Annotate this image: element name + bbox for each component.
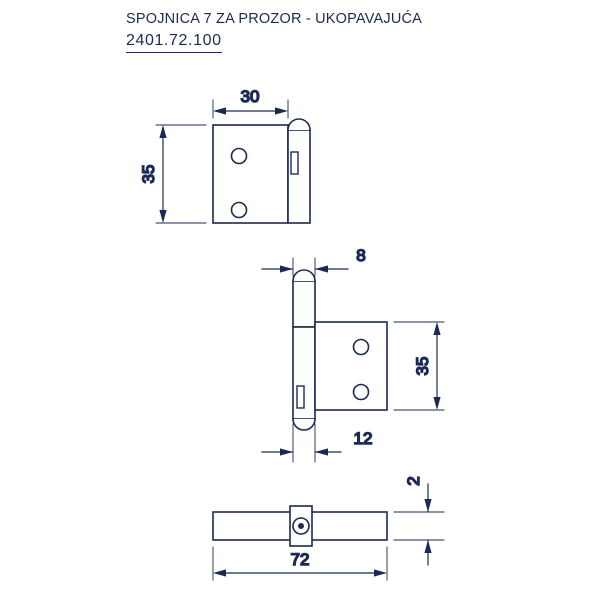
- dim-35-left: [139, 125, 167, 223]
- dim-2-label: 2: [404, 476, 423, 486]
- dim-35-right-label: 35: [413, 356, 432, 376]
- dim-12-label: 12: [353, 429, 373, 448]
- part-number: 2401.72.100: [126, 31, 222, 53]
- dim-8-label: 8: [356, 246, 366, 265]
- dim-35-right: [413, 322, 441, 410]
- dim-30-label: 30: [240, 87, 260, 106]
- front-view: [213, 119, 310, 223]
- top-view: [213, 506, 387, 546]
- side-view: [293, 270, 387, 430]
- dim-72: [213, 550, 387, 577]
- page-title: SPOJNICA 7 ZA PROZOR - UKOPAVAJUĆA: [126, 11, 423, 27]
- dim-8: [262, 246, 366, 273]
- dim-2: [404, 476, 432, 565]
- dim-30: [213, 87, 288, 115]
- dim-35-left-label: 35: [139, 164, 158, 184]
- dim-72-label: 72: [290, 550, 310, 569]
- dim-12: [262, 429, 372, 456]
